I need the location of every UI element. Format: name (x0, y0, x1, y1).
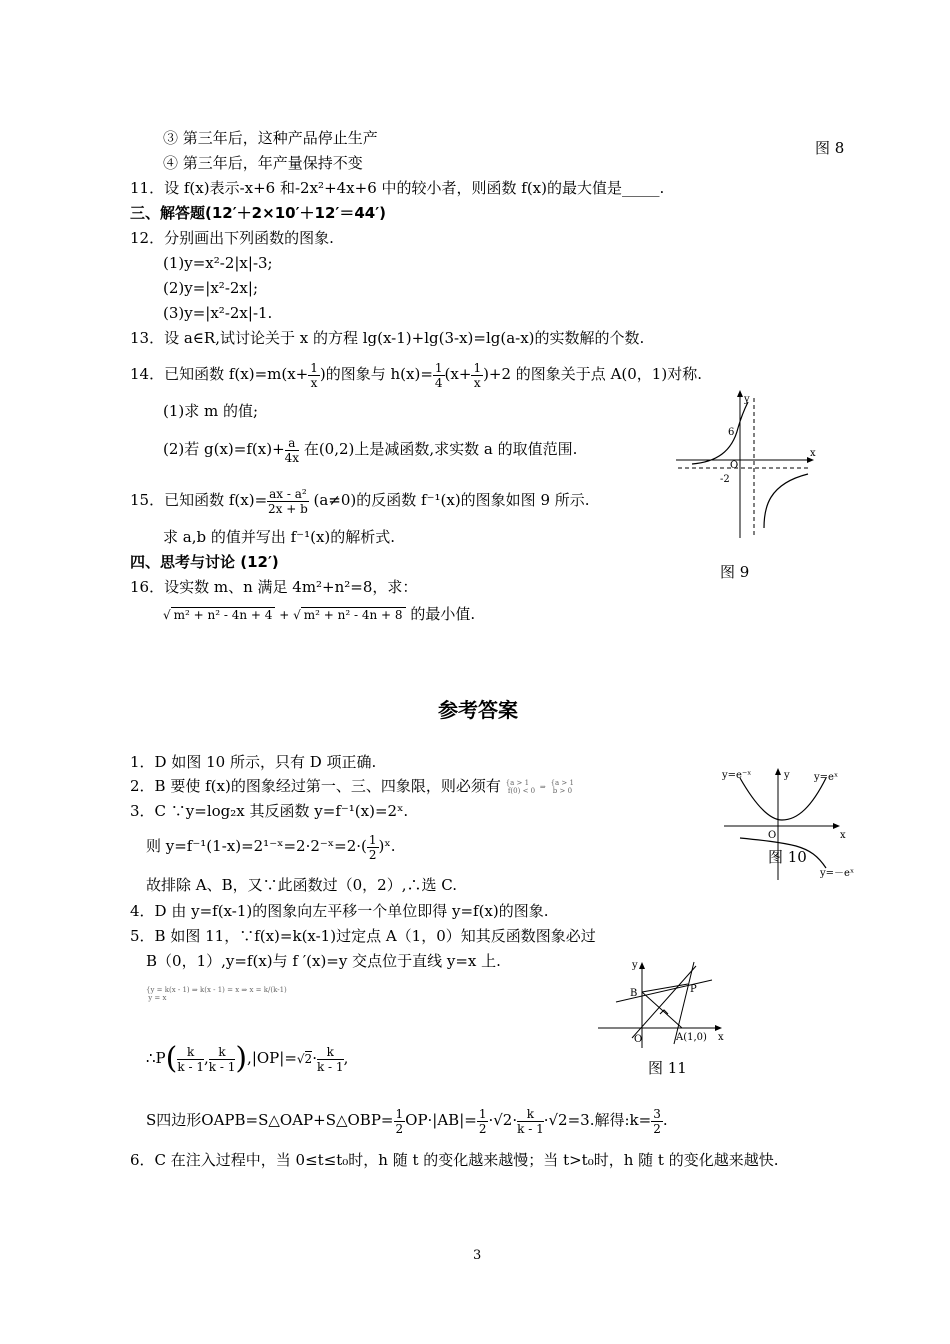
point-b-label: B (630, 988, 638, 999)
fraction-k-over-km1: $\frac{k}{k - 1}$ (517, 1106, 544, 1136)
tick-neg2: -2 (720, 474, 730, 485)
answer-2-cases: {a > 1 f(0) < 0 (505, 779, 536, 795)
fraction-1-over-x: $\frac{1}{x}$ (310, 360, 318, 390)
question-16: 16．设实数 m、n 满足 4m²+n²=8，求： (130, 578, 418, 596)
fraction-a-over-4x: $\frac{a}{4x}$ (284, 435, 300, 465)
answer-3-conclusion: 故排除 A、B，又∵此函数过（0，2）,∴选 C. (146, 876, 457, 894)
question-15-part-2: 求 a,b 的值并写出 f⁻¹(x)的解析式. (163, 528, 396, 546)
answer-3-derivation: 则 y=f⁻¹(1-x)=2¹⁻ˣ=2·2⁻ˣ=2·( $\frac{1}{2}$ )ˣ. (146, 832, 396, 862)
axis-x-label: x (810, 448, 816, 459)
axis-x-label: x (718, 1032, 724, 1043)
fraction-one-half: $\frac{1}{2}$ (368, 832, 377, 862)
curve-label-e-x: y=eˣ (814, 772, 839, 783)
answer-5-area: S四边形OAPB=S△OAP+S△OBP= $\frac{1}{2}$ OP·|AB|= $\frac{1}{2}$ ·√2· $\frac{k}{k - 1}$ ·√2=3.解得:k= $\frac{3}{2}$ . (146, 1106, 668, 1136)
question-14-part-1: (1)求 m 的值; (163, 402, 259, 420)
origin-label: O (634, 1034, 643, 1045)
axis-y-label: y (784, 770, 790, 781)
answer-5: 5．B 如图 11，∵f(x)=k(x-1)过定点 A（1，0）知其反函数图象必过 (130, 927, 596, 945)
fraction-k-over-km1: $\frac{k}{k - 1}$ (316, 1044, 344, 1074)
question-14: 14．已知函数 f(x)=m(x+ $\frac{1}{x}$ )的图象与 h(x)= $\frac{1}{4}$ (x+ $\frac{1}{x}$ )+2 的图象关于点 A(0，1)对称. (130, 360, 702, 390)
origin-label: O (730, 460, 739, 471)
option-4: ④ 第三年后，年产量保持不变 (163, 154, 363, 172)
question-11: 11．设 f(x)表示-x+6 和-2x²+4x+6 中的较小者，则函数 f(x)的最大值是_____. (130, 179, 665, 197)
answer-5-system: {y = k(x - 1) ⇒ k(x - 1) = x ⇒ x = k/(k-1) y = x (146, 986, 287, 1002)
question-12-part-2: (2)y=|x²-2x|; (163, 279, 258, 297)
fraction-k-over-km1: $\frac{k}{k - 1}$ (177, 1044, 204, 1074)
answer-4: 4．D 由 y=f(x-1)的图象向左平移一个单位即得 y=f(x)的图象. (130, 902, 549, 920)
axis-x-label: x (840, 830, 846, 841)
fraction-one-half: $\frac{1}{2}$ (395, 1106, 404, 1136)
fraction-k-over-km1: $\frac{k}{k - 1}$ (208, 1044, 236, 1074)
fraction-1-over-4: $\frac{1}{4}$ (434, 360, 443, 390)
answer-1: 1．D 如图 10 所示，只有 D 项正确. (130, 753, 377, 771)
answer-5-point-p: ∴P( $\frac{k}{k - 1}$ , $\frac{k}{k - 1}$ ),|OP|=√2· $\frac{k}{k - 1}$ , (146, 1041, 349, 1076)
answer-6: 6．C 在注入过程中，当 0≤t≤t₀时，h 随 t 的变化越来越慢；当 t>t₀时，h 随 t 的变化越来越快. (130, 1151, 779, 1169)
question-16-expression: √ m² + n² - 4n + 4 + √ m² + n² - 4n + 8 的最小值. (163, 605, 476, 623)
fraction-q15: $\frac{\text{ax - a²}}{2x + b}$ (268, 486, 308, 516)
figure-9-caption: 图 9 (720, 563, 750, 581)
axis-y-label: y (744, 394, 750, 405)
question-13: 13．设 a∈R,试讨论关于 x 的方程 lg(x-1)+lg(3-x)=lg(a-x)的实数解的个数. (130, 329, 645, 347)
figure-10-caption: 图 10 (768, 848, 807, 866)
fraction-three-halves: $\frac{3}{2}$ (653, 1106, 661, 1136)
axis-y-label: y (632, 960, 638, 971)
answer-2: 2．B 要使 f(x)的图象经过第一、三、四象限，则必须有 {a > 1 f(0) < 0 ⇒ {a > 1 b > 0 (130, 777, 574, 795)
tick-6: 6 (728, 427, 735, 438)
question-12: 12．分别画出下列函数的图象. (130, 229, 334, 247)
question-12-part-1: (1)y=x²-2|x|-3; (163, 254, 273, 272)
page-number: 3 (473, 1248, 482, 1263)
fraction-one-half: $\frac{1}{2}$ (478, 1106, 487, 1136)
origin-label: O (768, 830, 777, 841)
fraction-1-over-x: $\frac{1}{x}$ (473, 360, 482, 390)
curve-label-e-neg-x: y=e⁻ˣ (722, 770, 752, 781)
question-15: 15．已知函数 f(x)= $\frac{\text{ax - a²}}{2x + b}$ (a≠0)的反函数 f⁻¹(x)的图象如图 9 所示. (130, 486, 590, 516)
answer-3: 3．C ∵y=log₂x 其反函数 y=f⁻¹(x)=2ˣ. (130, 802, 409, 820)
figure-11-caption: 图 11 (648, 1059, 687, 1077)
figure-9 (676, 388, 816, 540)
point-p-label: P (690, 984, 697, 995)
point-a-label: A(1,0) (676, 1032, 707, 1043)
figure-8-caption: 图 8 (815, 139, 845, 157)
answer-5-line-2: B（0，1）,y=f(x)与 f ′(x)=y 交点位于直线 y=x 上. (146, 952, 501, 970)
section-3-heading: 三、解答题(12′＋2×10′＋12′＝44′) (130, 204, 387, 222)
question-14-part-2: (2)若 g(x)=f(x)+ $\frac{a}{4x}$ 在(0,2)上是减函数,求实数 a 的取值范围. (163, 435, 578, 465)
answers-title: 参考答案 (438, 698, 518, 722)
figure-11 (596, 958, 732, 1050)
section-4-heading: 四、思考与讨论 (12′) (130, 553, 279, 571)
question-12-part-3: (3)y=|x²-2x|-1. (163, 304, 273, 322)
option-3: ③ 第三年后，这种产品停止生产 (163, 129, 378, 147)
curve-label-neg-e-x: y=－eˣ (820, 868, 855, 879)
